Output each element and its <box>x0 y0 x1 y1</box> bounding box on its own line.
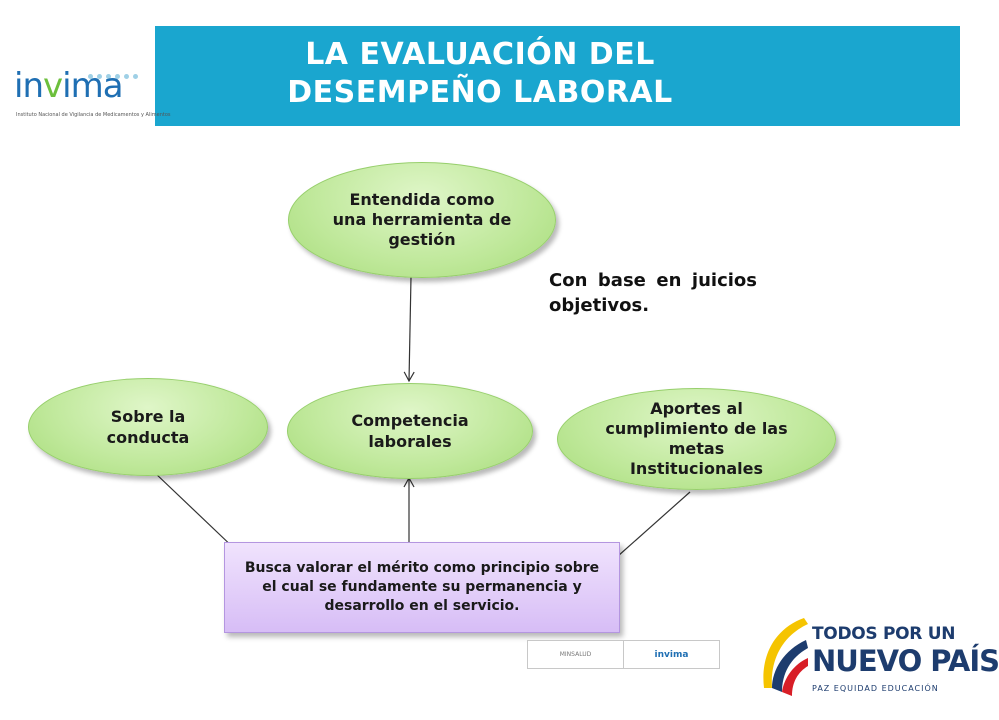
gobierno-line3: PAZ EQUIDAD EDUCACIÓN <box>812 684 939 693</box>
logo-wordmark: invima <box>14 66 123 106</box>
node-metas <box>557 388 836 490</box>
node-competencia <box>287 383 533 479</box>
gobierno-logo <box>752 614 999 706</box>
node-gestion-label: Entendida como una herramienta de gestión <box>332 190 512 249</box>
minsalud-logo: MINSALUD <box>528 641 624 668</box>
merito-box <box>224 542 620 633</box>
node-conducta <box>28 378 268 476</box>
node-competencia-label: Competencia laborales <box>351 411 469 451</box>
page-title-line2: DESEMPEÑO LABORAL <box>287 75 673 110</box>
invima-small-logo-text: invima <box>654 649 689 660</box>
merito-box-label: Busca valorar el mérito como principio sobre el cual se fundamente su permanencia y desarrollo en el servicio. <box>244 560 600 614</box>
node-conducta-label: Sobre la conducta <box>106 407 190 447</box>
line-left-node <box>154 472 238 552</box>
page-title-line1: LA EVALUACIÓN DEL <box>305 37 655 72</box>
gobierno-line1: TODOS POR UN <box>812 624 956 644</box>
gobierno-swoosh-icon <box>752 614 814 706</box>
line-right-node <box>618 492 690 556</box>
node-metas-label: Aportes al cumplimiento de las metas Institucionales <box>605 399 788 478</box>
node-gestion <box>288 162 556 278</box>
arrow-top-to-center <box>409 277 411 381</box>
note-juicios: Con base en juicios objetivos. <box>549 270 757 316</box>
partner-logos <box>527 640 720 669</box>
invima-small-logo <box>624 641 719 668</box>
gobierno-line2: NUEVO PAÍS <box>812 644 999 678</box>
logo-tagline: Instituto Nacional de Vigilancia de Medicamentos y Alimentos <box>16 112 171 118</box>
